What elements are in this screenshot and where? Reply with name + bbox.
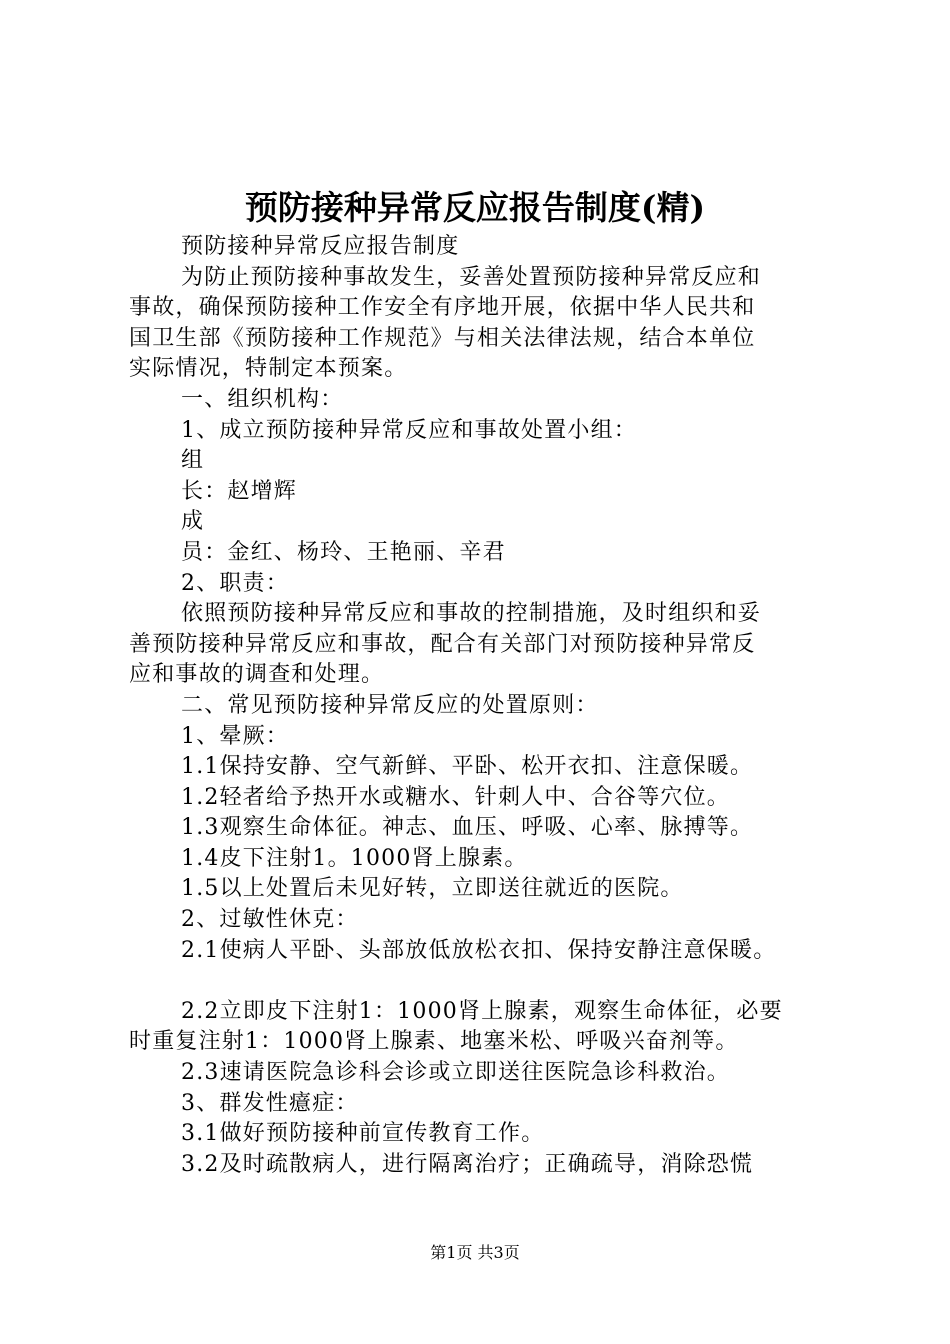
- body-line: 长：赵增辉: [181, 478, 298, 504]
- body-line: 组: [181, 448, 205, 474]
- body-line: 事故，确保预防接种工作安全有序地开展，依据中华人民共和: [129, 295, 756, 321]
- body-line: 国卫生部《预防接种工作规范》与相关法律法规，结合本单位: [129, 325, 756, 351]
- body-line: 1.3观察生命体征。神志、血压、呼吸、心率、脉搏等。: [181, 815, 754, 841]
- body-line: 3、群发性癔症：: [181, 1090, 359, 1116]
- document-body: [129, 232, 841, 1180]
- doc-subtitle: 预防接种异常反应报告制度: [181, 234, 460, 259]
- body-line: 成: [181, 509, 205, 535]
- section-heading: 一、组织机构：: [181, 386, 344, 412]
- body-line: 3.2及时疏散病人，进行隔离治疗；正确疏导，消除恐慌: [181, 1151, 754, 1177]
- body-line: 员：金红、杨玲、王艳丽、辛君: [181, 539, 506, 565]
- body-line: 1.4皮下注射1。1000肾上腺素。: [181, 845, 528, 871]
- blank-line: [129, 966, 841, 997]
- body-line: 时重复注射1：1000肾上腺素、地塞米松、呼吸兴奋剂等。: [129, 1029, 739, 1055]
- page-footer: 第1页 共3页: [430, 1243, 520, 1262]
- body-line: 2、职责：: [181, 570, 289, 596]
- body-line: 依照预防接种异常反应和事故的控制措施，及时组织和妥: [181, 601, 762, 627]
- document-title: 预防接种异常反应报告制度(精): [244, 188, 706, 227]
- body-line: 1、成立预防接种异常反应和事故处置小组：: [181, 417, 637, 443]
- body-line: 善预防接种异常反应和事故，配合有关部门对预防接种异常反: [129, 631, 756, 657]
- body-line: 2.2立即皮下注射1：1000肾上腺素，观察生命体征，必要: [181, 998, 783, 1024]
- section-heading: 二、常见预防接种异常反应的处置原则：: [181, 692, 599, 718]
- body-line: 2.3速请医院急诊科会诊或立即送往医院急诊科救治。: [181, 1060, 730, 1086]
- body-line: 2、过敏性休克：: [181, 907, 359, 933]
- body-line: 实际情况，特制定本预案。: [129, 356, 408, 382]
- body-line: 1、晕厥：: [181, 723, 289, 749]
- body-line: 3.1做好预防接种前宣传教育工作。: [181, 1121, 545, 1147]
- body-line: 应和事故的调查和处理。: [129, 662, 385, 688]
- body-line: 1.1保持安静、空气新鲜、平卧、松开衣扣、注意保暖。: [181, 754, 754, 780]
- body-line: 2.1使病人平卧、头部放低放松衣扣、保持安静注意保暖。: [181, 937, 777, 963]
- body-line: 为防止预防接种事故发生，妥善处置预防接种异常反应和: [181, 264, 762, 290]
- body-line: 1.5以上处置后未见好转，立即送往就近的医院。: [181, 876, 684, 902]
- body-line: 1.2轻者给予热开水或糖水、针刺人中、合谷等穴位。: [181, 784, 730, 810]
